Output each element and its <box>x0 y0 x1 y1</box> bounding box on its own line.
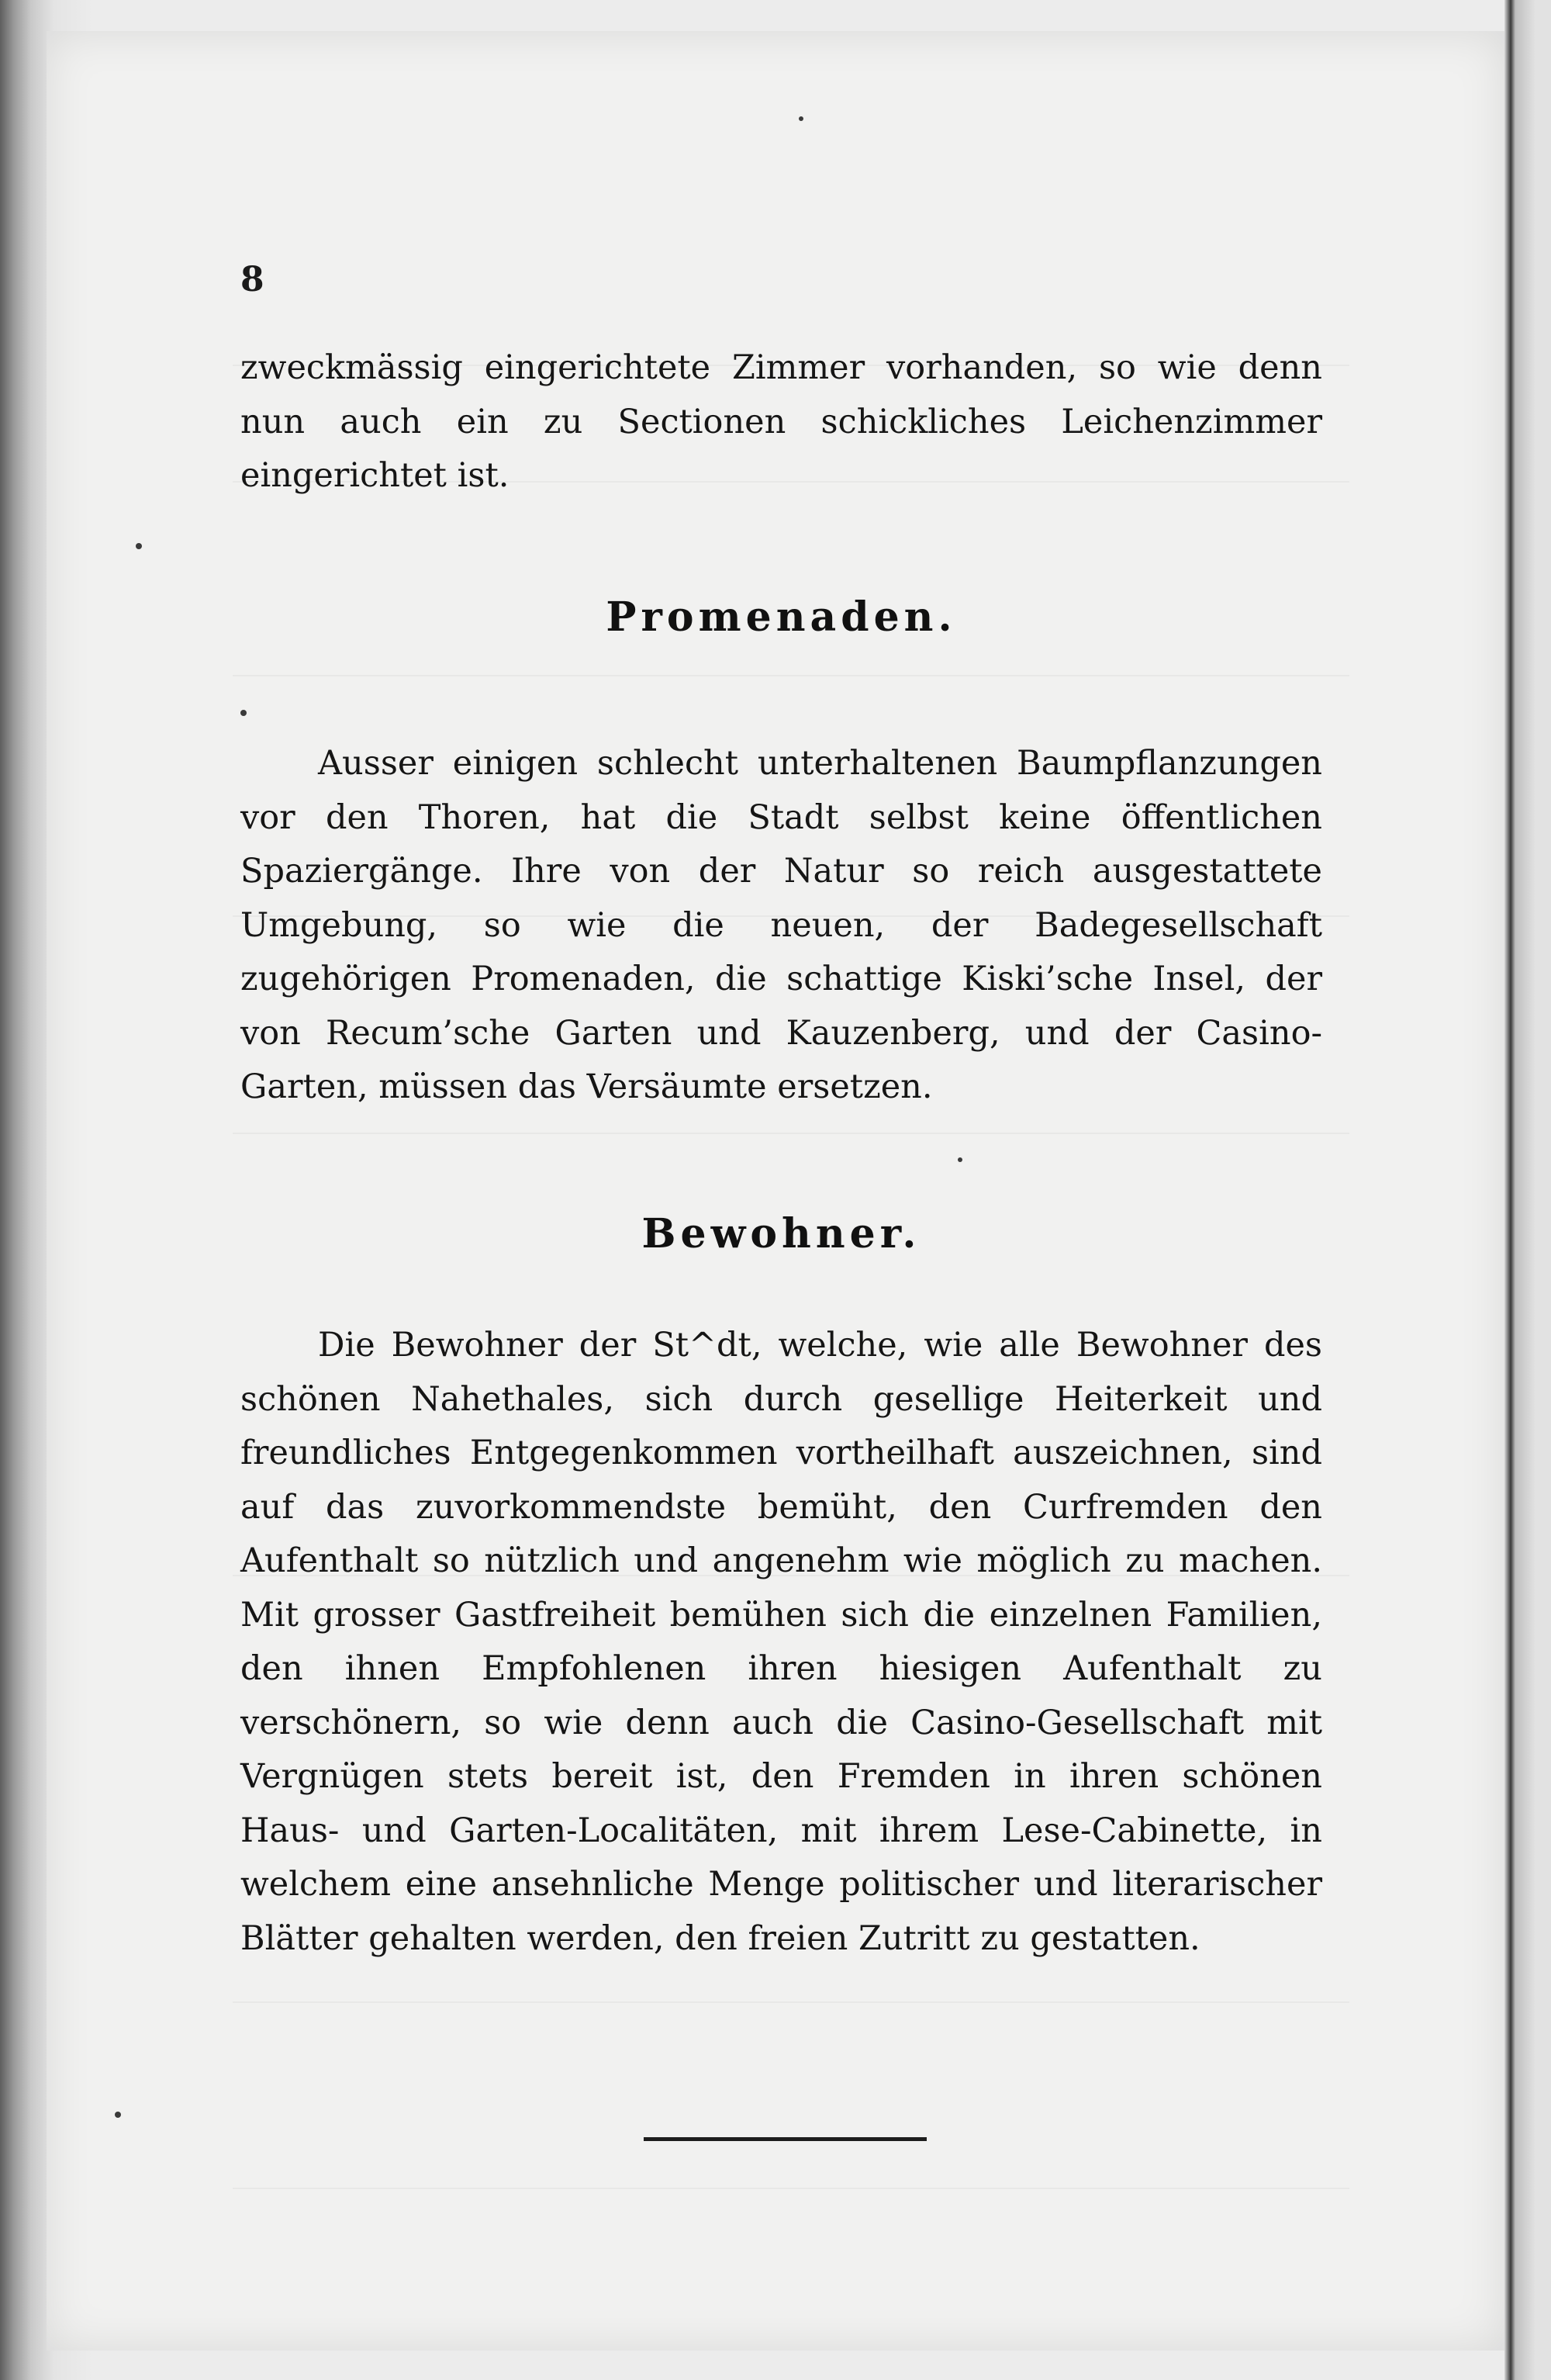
scan-speck <box>115 2112 121 2118</box>
end-rule <box>644 2137 927 2141</box>
scan-speck <box>136 543 142 549</box>
scan-speck <box>958 1157 962 1162</box>
bleed-through-line <box>233 2188 1349 2189</box>
bleed-through-line <box>233 2001 1349 2003</box>
bleed-through-line <box>233 1133 1349 1134</box>
bleed-through-line <box>233 675 1349 676</box>
scan-speck <box>240 710 247 716</box>
continuation-paragraph: zweckmässig eingerichtete Zimmer vorhanden, so wie denn nun auch ein zu Sectionen schickliches Leichenzimmer eingerichtet ist. <box>240 348 1322 495</box>
page-number: 8 <box>240 260 264 299</box>
section-heading-bewohner: Bewohner. <box>641 1210 921 1257</box>
paragraph-promenaden: Ausser einigen schlecht unterhaltenen Baumpflanzungen vor den Thoren, hat die Stadt selbst keine öffentlichen Spaziergänge. Ihre von der Natur so reich ausgestattete Umgebung, so wie die neuen, der Badegesellschaft zugehörigen Promenaden, die schattige Kiski’sche Insel, der von Recum’sche Garten und Kauzenberg, und der Casino-Garten, müssen das Versäumte ersetzen. <box>240 744 1322 1106</box>
paragraph-bewohner: Die Bewohner der St^dt, welche, wie alle Bewohner des schönen Nahethales, sich durch gesellige Heiterkeit und freundliches Entgegenkommen vortheilhaft auszeichnen, sind auf das zuvorkommendste bemüht, den Curfremden den Aufenthalt so nützlich und angenehm wie möglich zu machen. Mit grosser Gastfreiheit bemühen sich die einzelnen Familien, den ihnen Empfohlenen ihren hiesigen Aufenthalt zu verschönern, so wie denn auch die Casino-Gesellschaft mit Vergnügen stets bereit ist, den Fremden in ihren schönen Haus- und Garten-Localitäten, mit ihrem Lese-Cabinette, in welchem eine ansehnliche Menge politischer und literarischer Blätter gehalten werden, den freien Zutritt zu gestatten. <box>240 1326 1322 1958</box>
scan-speck <box>799 116 803 121</box>
section-heading-promenaden: Promenaden. <box>606 593 957 641</box>
page-edge <box>1504 0 1551 2380</box>
